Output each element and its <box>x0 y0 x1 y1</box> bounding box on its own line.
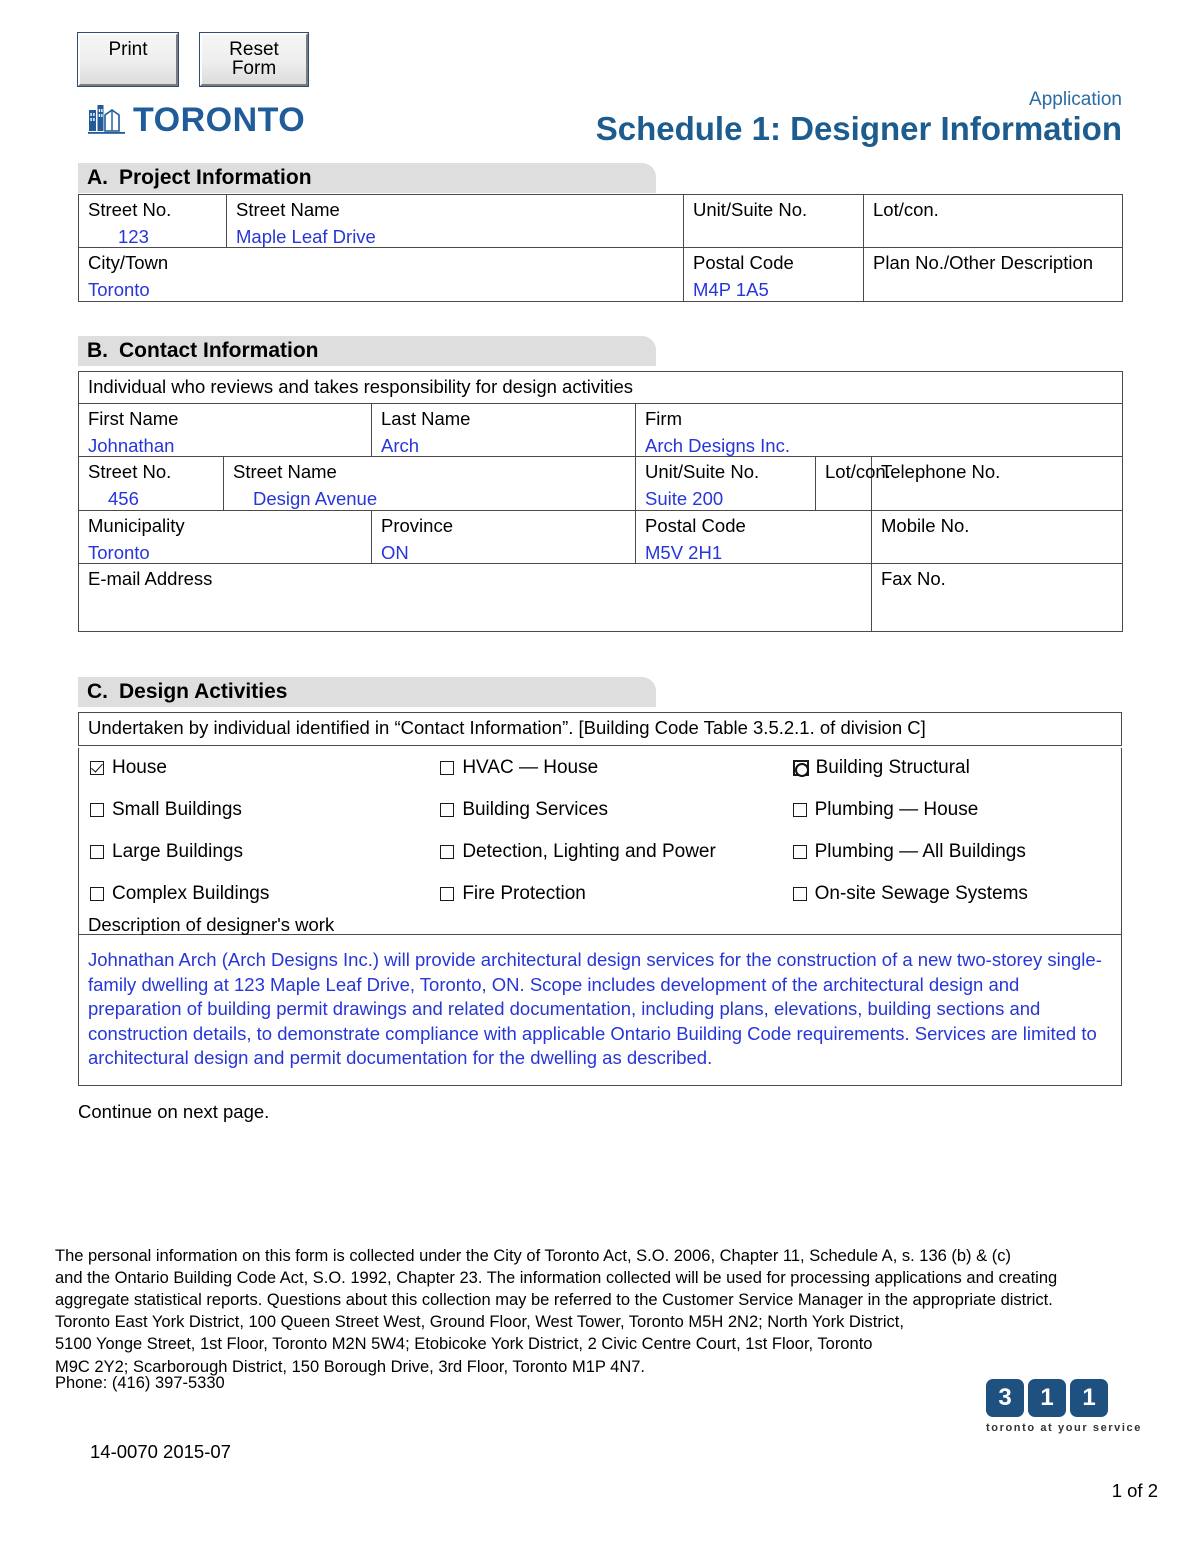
table-row <box>79 564 1123 632</box>
section-a-header <box>78 163 656 193</box>
contact-fax-label: Fax No. <box>881 568 946 590</box>
checkbox-empty-icon[interactable] <box>90 887 104 901</box>
privacy-line: 5100 Yonge Street, 1st Floor, Toronto M2N 5W4; Etobicoke York District, 2 Civic Centre Court, 1st Floor, Toronto <box>55 1335 873 1354</box>
checkbox-label: HVAC — House <box>462 757 599 778</box>
checkbox-row <box>79 842 1121 884</box>
contact-street-name-value: Design Avenue <box>253 488 378 510</box>
contact-street-no-value: 456 <box>108 488 139 510</box>
checkbox-large-buildings[interactable] <box>79 842 430 861</box>
checkbox-label: Large Buildings <box>112 841 243 862</box>
project-postal-code-cell[interactable] <box>684 248 864 301</box>
contact-postal-code-value: M5V 2H1 <box>645 541 723 563</box>
project-street-name-label: Street Name <box>236 199 340 220</box>
project-city-town-label: City/Town <box>88 252 169 274</box>
project-city-town-value: Toronto <box>88 279 150 301</box>
project-plan-no-cell[interactable] <box>864 248 1123 301</box>
contact-first-name-cell[interactable] <box>79 404 372 457</box>
toronto-logo <box>88 101 306 140</box>
contact-intro-cell <box>79 372 1123 404</box>
table-row <box>79 195 1123 248</box>
contact-mobile-label: Mobile No. <box>881 514 970 536</box>
design-activities-intro-text: Undertaken by individual identified in “Contact Information”. [Building Code Table 3.5.2.1. of division C] <box>88 717 926 738</box>
checkbox-label: Plumbing — All Buildings <box>814 841 1026 862</box>
checkbox-empty-icon[interactable] <box>440 761 454 775</box>
privacy-line: The personal information on this form is collected under the City of Toronto Act, S.O. 2006, Chapter 11, Schedule A, s. 136 (b) & (c) <box>55 1247 1011 1265</box>
contact-lot-con-cell[interactable] <box>816 457 891 510</box>
design-activities-intro-cell <box>79 713 1122 746</box>
contact-mobile-cell[interactable] <box>872 510 1123 563</box>
contact-email-label: E-mail Address <box>88 568 213 590</box>
checkbox-plumbing-house[interactable] <box>781 800 1121 819</box>
designer-work-description-value: Johnathan Arch (Arch Designs Inc.) will provide architectural design services for the construction of a new two-storey single-family dwelling at 123 Maple Leaf Drive, Toronto, ON. Scope includes development of the architectural design and preparation of building permit drawings and related documentation, including plans, elevations, building sections and construction details, to demonstrate compliance with applicable Ontario Building Code requirements. Services are limited to architectural design and permit documentation for the dwelling as described. <box>88 949 1102 1069</box>
project-unit-suite-label: Unit/Suite No. <box>693 199 808 220</box>
logo-311-digit: 3 <box>986 1379 1024 1417</box>
checkbox-focused-icon[interactable] <box>793 760 809 776</box>
contact-last-name-cell[interactable] <box>372 404 636 457</box>
section-c-title: Design Activities <box>119 680 288 703</box>
checkbox-empty-icon[interactable] <box>90 803 104 817</box>
section-b-header <box>78 336 656 366</box>
checkbox-fire-protection[interactable] <box>430 884 780 903</box>
continue-note: Continue on next page. <box>78 1101 270 1122</box>
checkbox-label: House <box>112 757 167 778</box>
section-c-intro-table <box>78 712 1122 746</box>
logo-311-digit: 1 <box>1070 1379 1108 1417</box>
table-row <box>79 248 1123 301</box>
contact-first-name-value: Johnathan <box>88 434 175 456</box>
checkbox-complex-buildings[interactable] <box>79 884 430 903</box>
contact-firm-cell[interactable] <box>636 404 1123 457</box>
section-b-title: Contact Information <box>119 339 319 362</box>
contact-fax-cell[interactable] <box>872 564 1123 632</box>
contact-email-cell[interactable] <box>79 564 872 632</box>
checkbox-small-buildings[interactable] <box>79 800 430 819</box>
contact-firm-label: Firm <box>645 408 682 429</box>
phone-line: Phone: (416) 397-5330 <box>55 1374 225 1392</box>
checkbox-label: Small Buildings <box>112 799 242 820</box>
contact-postal-code-cell[interactable] <box>636 510 872 563</box>
checkbox-label: Complex Buildings <box>112 883 270 904</box>
checkbox-house[interactable] <box>79 758 430 777</box>
section-a-letter: A. <box>87 166 108 189</box>
contact-street-name-label: Street Name <box>233 461 337 483</box>
project-street-no-cell[interactable] <box>79 195 227 248</box>
checkbox-empty-icon[interactable] <box>793 887 807 901</box>
checkbox-empty-icon[interactable] <box>90 845 104 859</box>
checkbox-label: On-site Sewage Systems <box>814 883 1028 904</box>
project-unit-suite-cell[interactable] <box>684 195 864 248</box>
contact-street-name-cell[interactable] <box>224 457 636 510</box>
logo-311 <box>986 1379 1142 1434</box>
checkbox-building-structural[interactable] <box>781 758 1121 777</box>
project-postal-code-label: Postal Code <box>693 252 794 274</box>
section-a-title: Project Information <box>119 166 312 189</box>
checkbox-label: Fire Protection <box>462 883 586 904</box>
contact-telephone-cell[interactable] <box>872 457 1123 510</box>
project-street-no-value: 123 <box>118 225 149 247</box>
table-row <box>79 372 1123 404</box>
checkbox-label: Building Structural <box>815 757 970 778</box>
table-row <box>79 510 1123 563</box>
checkbox-on-site-sewage-systems[interactable] <box>781 884 1121 903</box>
checkbox-empty-icon[interactable] <box>440 845 454 859</box>
contact-street-no-label: Street No. <box>88 461 172 483</box>
checkbox-empty-icon[interactable] <box>793 803 807 817</box>
project-lot-con-label: Lot/con. <box>873 199 939 220</box>
checkbox-row <box>79 800 1121 842</box>
print-button[interactable]: Print <box>78 33 178 86</box>
contact-lot-con-label: Lot/con. <box>825 461 891 483</box>
contact-firm-value: Arch Designs Inc. <box>645 434 790 456</box>
design-activities-checkbox-grid <box>78 748 1122 935</box>
contact-unit-suite-cell[interactable] <box>636 457 816 510</box>
page-number: 1 of 2 <box>1111 1480 1158 1501</box>
project-lot-con-cell[interactable] <box>864 195 1123 248</box>
contact-last-name-value: Arch <box>381 434 420 456</box>
logo-311-tagline: toronto at your service <box>986 1422 1142 1434</box>
project-street-name-cell[interactable] <box>227 195 684 248</box>
privacy-line: and the Ontario Building Code Act, S.O. 1992, Chapter 23. The information collected will be used for processing applications and creating <box>55 1269 1058 1288</box>
checkbox-building-services[interactable] <box>430 800 780 819</box>
section-c-letter: C. <box>87 680 108 703</box>
contact-province-label: Province <box>381 514 453 536</box>
designer-work-description-label: Description of designer's work <box>88 914 335 935</box>
privacy-notice <box>55 1245 1115 1378</box>
contact-municipality-cell[interactable] <box>79 510 372 563</box>
section-b-table <box>78 371 1123 632</box>
section-c-header <box>78 677 656 707</box>
section-a-table <box>78 194 1123 302</box>
reset-form-button[interactable]: Reset Form <box>200 33 308 86</box>
page-title: Schedule 1: Designer Information <box>595 110 1122 147</box>
form-toolbar <box>78 33 308 86</box>
contact-province-value: ON <box>381 541 409 563</box>
project-street-name-value: Maple Leaf Drive <box>236 225 376 247</box>
toronto-skyline-icon <box>88 101 126 135</box>
contact-unit-suite-label: Unit/Suite No. <box>645 461 760 483</box>
contact-municipality-value: Toronto <box>88 541 150 563</box>
contact-intro-text: Individual who reviews and takes responsibility for design activities <box>88 376 633 397</box>
checkbox-hvac-house[interactable] <box>430 758 780 777</box>
table-row <box>79 457 1123 510</box>
contact-first-name-label: First Name <box>88 408 179 429</box>
contact-last-name-label: Last Name <box>381 408 471 429</box>
project-street-no-label: Street No. <box>88 199 172 220</box>
project-postal-code-value: M4P 1A5 <box>693 279 769 301</box>
privacy-line: Toronto East York District, 100 Queen Street West, Ground Floor, West Tower, Toronto M5H 2N2; North York District, <box>55 1313 904 1332</box>
checkbox-empty-icon[interactable] <box>440 803 454 817</box>
logo-311-digits <box>986 1379 1114 1417</box>
contact-postal-code-label: Postal Code <box>645 514 746 536</box>
project-plan-no-label: Plan No./Other Description <box>873 252 1094 274</box>
checkbox-label: Plumbing — House <box>814 799 979 820</box>
privacy-line: M9C 2Y2; Scarborough District, 150 Borough Drive, 3rd Floor, Toronto M1P 4N7. <box>55 1357 646 1376</box>
application-label: Application <box>1029 89 1122 110</box>
table-row <box>79 713 1122 746</box>
table-row <box>79 404 1123 457</box>
contact-street-no-cell[interactable] <box>79 457 224 510</box>
section-b-letter: B. <box>87 339 108 362</box>
checkbox-plumbing-all-buildings[interactable] <box>781 842 1121 861</box>
checkbox-empty-icon[interactable] <box>440 887 454 901</box>
checkbox-label: Detection, Lighting and Power <box>462 841 716 862</box>
contact-unit-suite-value: Suite 200 <box>645 488 724 510</box>
toronto-wordmark: TORONTO <box>133 101 306 140</box>
project-city-town-cell[interactable] <box>79 248 684 301</box>
contact-telephone-label: Telephone No. <box>881 461 1001 483</box>
form-code: 14-0070 2015-07 <box>90 1441 231 1462</box>
checkbox-label: Building Services <box>462 799 609 820</box>
privacy-line: aggregate statistical reports. Questions about this collection may be referred to the Customer Service Manager in the appropriate district. <box>55 1291 1053 1310</box>
checkbox-row <box>79 758 1121 800</box>
logo-311-digit: 1 <box>1028 1379 1066 1417</box>
designer-work-description-box[interactable] <box>78 908 1122 1086</box>
checkbox-empty-icon[interactable] <box>793 845 807 859</box>
contact-province-cell[interactable] <box>372 510 636 563</box>
checkbox-detection-lighting-and-power[interactable] <box>430 842 780 861</box>
checkbox-checked-icon[interactable] <box>90 761 104 775</box>
contact-municipality-label: Municipality <box>88 514 185 536</box>
